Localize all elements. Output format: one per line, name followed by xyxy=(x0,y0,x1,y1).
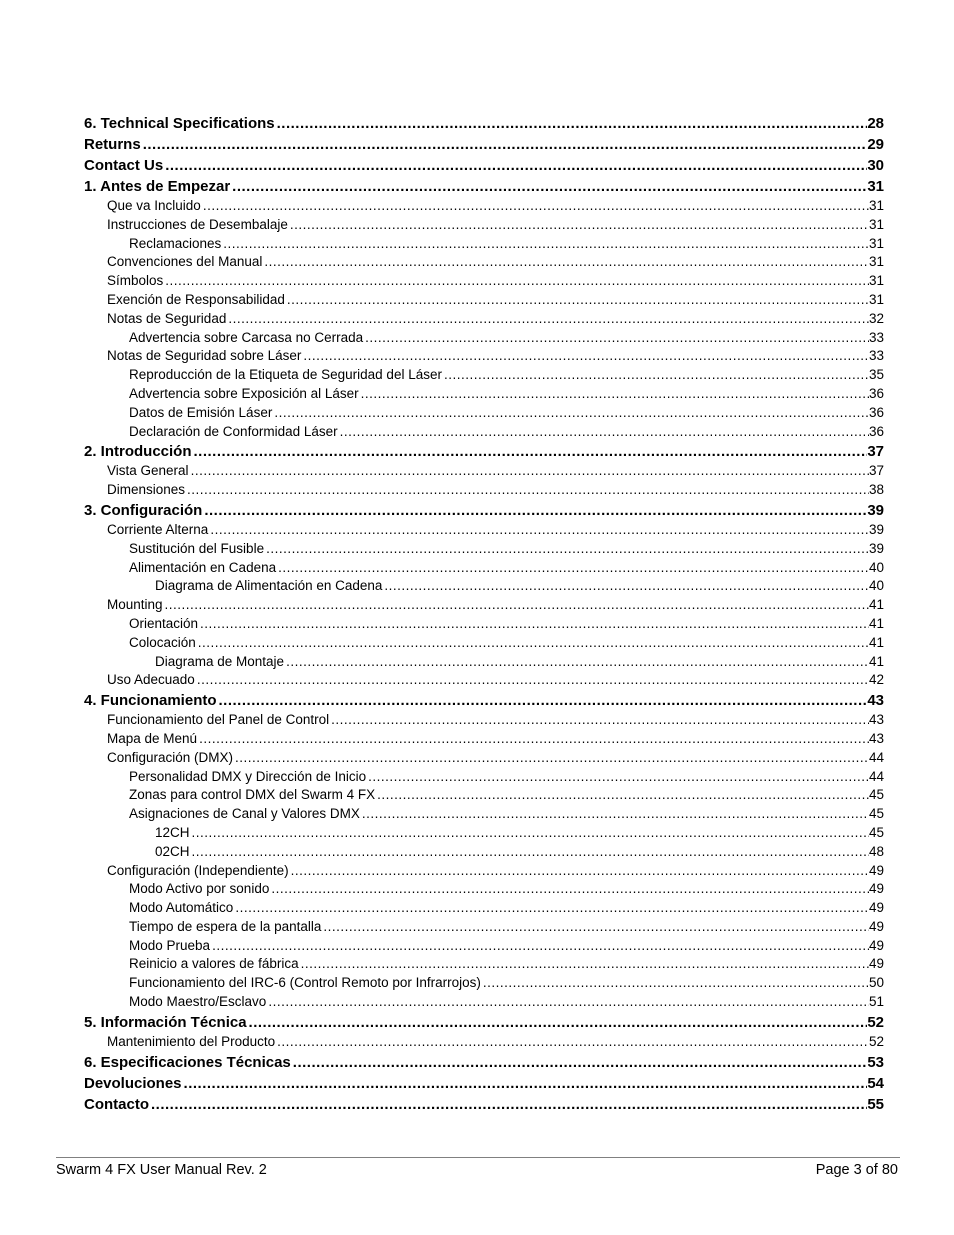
toc-leader-dots xyxy=(276,559,869,578)
toc-entry-page: 33 xyxy=(868,348,884,364)
toc-entry-page: 48 xyxy=(868,843,884,859)
toc-leader-dots xyxy=(195,671,869,690)
toc-entry-page: 40 xyxy=(868,559,884,575)
toc-entry-label: Asignaciones de Canal y Valores DMX xyxy=(129,806,360,822)
toc-leader-dots xyxy=(264,540,869,559)
toc-entry-page: 41 xyxy=(868,597,884,613)
toc-entry-page: 39 xyxy=(867,501,884,519)
toc-leader-dots xyxy=(217,690,868,711)
toc-entry[interactable] xyxy=(84,653,884,672)
toc-entry-label: 2. Introducción xyxy=(84,443,192,461)
toc-entry-page: 28 xyxy=(867,115,884,132)
toc-leader-dots xyxy=(329,711,869,730)
toc-leader-dots xyxy=(163,155,867,176)
toc-leader-dots xyxy=(221,235,869,254)
toc-entry[interactable] xyxy=(84,711,884,730)
toc-entry[interactable] xyxy=(84,1094,884,1115)
toc-leader-dots xyxy=(481,974,869,993)
toc-leader-dots xyxy=(247,1012,868,1033)
toc-leader-dots xyxy=(359,385,869,404)
toc-entry-label: Notas de Seguridad xyxy=(107,310,227,326)
toc-entry-label: Notas de Seguridad sobre Láser xyxy=(107,348,302,364)
toc-entry-page: 49 xyxy=(868,937,884,953)
footer-divider xyxy=(56,1157,900,1158)
toc-entry-page: 45 xyxy=(868,787,884,803)
toc-entry-page: 39 xyxy=(868,521,884,537)
toc-entry[interactable] xyxy=(84,235,884,254)
toc-leader-dots xyxy=(190,824,869,843)
toc-entry[interactable] xyxy=(84,481,884,500)
toc-entry[interactable] xyxy=(84,540,884,559)
toc-entry-label: Declaración de Conformidad Láser xyxy=(129,423,338,439)
toc-entry[interactable] xyxy=(84,500,884,521)
toc-leader-dots xyxy=(233,899,869,918)
toc-entry[interactable] xyxy=(84,993,884,1012)
toc-entry[interactable] xyxy=(84,899,884,918)
toc-entry-label: Contacto xyxy=(84,1095,149,1113)
toc-entry-page: 45 xyxy=(868,806,884,822)
toc-leader-dots xyxy=(208,521,869,540)
toc-entry-label: Corriente Alterna xyxy=(107,521,209,537)
toc-entry[interactable] xyxy=(84,155,884,176)
toc-leader-dots xyxy=(198,615,869,634)
table-of-contents xyxy=(84,113,884,1115)
toc-entry-page: 41 xyxy=(868,634,884,650)
toc-entry-label: Dimensiones xyxy=(107,482,186,498)
toc-entry-label: Advertencia sobre Carcasa no Cerrada xyxy=(129,329,364,345)
toc-leader-dots xyxy=(185,481,869,500)
toc-entry[interactable] xyxy=(84,559,884,578)
toc-entry-label: Alimentación en Cadena xyxy=(129,559,277,575)
toc-entry-page: 44 xyxy=(868,768,884,784)
toc-entry-label: Modo Prueba xyxy=(129,937,211,953)
toc-entry-page: 31 xyxy=(868,235,884,251)
toc-entry-label: Devoluciones xyxy=(84,1074,182,1092)
toc-entry-page: 43 xyxy=(868,712,884,728)
toc-entry-label: 5. Información Técnica xyxy=(84,1013,247,1031)
toc-entry[interactable] xyxy=(84,197,884,216)
toc-entry-label: Modo Automático xyxy=(129,900,234,916)
toc-entry[interactable] xyxy=(84,955,884,974)
toc-entry[interactable] xyxy=(84,862,884,881)
toc-entry[interactable] xyxy=(84,615,884,634)
toc-entry-label: 6. Technical Specifications xyxy=(84,115,275,132)
toc-entry[interactable] xyxy=(84,596,884,615)
toc-entry-page: 40 xyxy=(868,578,884,594)
toc-entry-label: Instrucciones de Desembalaje xyxy=(107,216,288,232)
toc-entry[interactable] xyxy=(84,786,884,805)
toc-entry-page: 49 xyxy=(868,900,884,916)
toc-entry-label: Advertencia sobre Exposición al Láser xyxy=(129,385,359,401)
toc-leader-dots xyxy=(363,329,869,348)
toc-entry[interactable] xyxy=(84,441,884,462)
toc-entry-page: 36 xyxy=(868,404,884,420)
toc-entry-page: 49 xyxy=(868,918,884,934)
toc-entry-page: 38 xyxy=(868,482,884,498)
toc-entry-page: 31 xyxy=(868,216,884,232)
toc-entry-label: Vista General xyxy=(107,463,189,479)
toc-entry[interactable] xyxy=(84,577,884,596)
toc-leader-dots xyxy=(163,272,869,291)
toc-entry-label: Returns xyxy=(84,136,141,153)
toc-entry-label: Reclamaciones xyxy=(129,235,222,251)
toc-entry-page: 37 xyxy=(867,443,884,461)
toc-entry-page: 41 xyxy=(868,615,884,631)
toc-entry[interactable] xyxy=(84,1012,884,1033)
toc-entry[interactable] xyxy=(84,918,884,937)
toc-entry-page: 31 xyxy=(868,198,884,213)
toc-entry[interactable] xyxy=(84,843,884,862)
toc-entry-page: 39 xyxy=(868,540,884,556)
toc-leader-dots xyxy=(190,843,869,862)
toc-leader-dots xyxy=(284,653,869,672)
toc-leader-dots xyxy=(442,366,869,385)
toc-entry[interactable] xyxy=(84,749,884,768)
toc-entry-page: 29 xyxy=(867,136,884,153)
toc-entry-page: 50 xyxy=(868,975,884,991)
toc-leader-dots xyxy=(233,749,869,768)
toc-entry-page: 42 xyxy=(868,672,884,688)
toc-entry-label: 4. Funcionamiento xyxy=(84,692,217,710)
toc-entry-page: 45 xyxy=(868,824,884,840)
toc-entry-label: Sustitución del Fusible xyxy=(129,540,265,556)
toc-entry[interactable] xyxy=(84,347,884,366)
toc-entry-label: Tiempo de espera de la pantalla xyxy=(129,918,322,934)
toc-leader-dots xyxy=(360,805,869,824)
toc-entry-label: Configuración (Independiente) xyxy=(107,862,289,878)
toc-entry[interactable] xyxy=(84,423,884,442)
toc-entry[interactable] xyxy=(84,1073,884,1094)
toc-entry-label: Exención de Responsabilidad xyxy=(107,291,285,307)
toc-entry-page: 31 xyxy=(868,254,884,270)
footer-page-number: Page 3 of 80 xyxy=(815,1162,898,1178)
toc-entry[interactable] xyxy=(84,253,884,272)
toc-entry-label: Configuración (DMX) xyxy=(107,749,234,765)
toc-entry-page: 37 xyxy=(868,463,884,479)
toc-entry-page: 55 xyxy=(867,1095,884,1113)
toc-entry-page: 41 xyxy=(868,653,884,669)
toc-entry[interactable] xyxy=(84,730,884,749)
toc-entry-label: Mantenimiento del Producto xyxy=(107,1033,276,1049)
toc-entry-page: 30 xyxy=(867,157,884,174)
toc-entry-label: 02CH xyxy=(155,843,190,859)
toc-entry-page: 53 xyxy=(867,1053,884,1071)
toc-entry-label: Uso Adecuado xyxy=(107,672,195,688)
toc-entry[interactable] xyxy=(84,937,884,956)
toc-leader-dots xyxy=(275,113,868,134)
toc-leader-dots xyxy=(321,918,869,937)
toc-leader-dots xyxy=(262,253,869,272)
footer-document-title: Swarm 4 FX User Manual Rev. 2 xyxy=(56,1162,267,1178)
toc-entry[interactable] xyxy=(84,634,884,653)
toc-leader-dots xyxy=(210,937,869,956)
toc-entry-page: 36 xyxy=(868,385,884,401)
toc-leader-dots xyxy=(366,768,869,787)
toc-leader-dots xyxy=(269,880,869,899)
toc-entry-page: 49 xyxy=(868,956,884,972)
toc-entry-page: 51 xyxy=(868,994,884,1010)
toc-leader-dots xyxy=(189,462,869,481)
toc-entry[interactable] xyxy=(84,216,884,235)
toc-entry[interactable] xyxy=(84,385,884,404)
toc-leader-dots xyxy=(289,862,869,881)
toc-entry-page: 43 xyxy=(867,692,884,710)
toc-leader-dots xyxy=(182,1073,868,1094)
toc-leader-dots xyxy=(230,176,867,197)
toc-entry-label: Mounting xyxy=(107,597,163,613)
toc-entry[interactable] xyxy=(84,880,884,899)
toc-leader-dots xyxy=(299,955,869,974)
toc-entry-page: 32 xyxy=(868,310,884,326)
toc-leader-dots xyxy=(301,347,869,366)
toc-entry-label: Diagrama de Alimentación en Cadena xyxy=(155,578,383,594)
toc-entry-page: 52 xyxy=(867,1013,884,1031)
toc-entry[interactable] xyxy=(84,805,884,824)
toc-entry-page: 49 xyxy=(868,881,884,897)
toc-entry-label: Convenciones del Manual xyxy=(107,254,263,270)
toc-entry-label: Reinicio a valores de fábrica xyxy=(129,956,299,972)
toc-entry-label: Funcionamiento del IRC-6 (Control Remoto por Infrarrojos) xyxy=(129,975,481,991)
toc-leader-dots xyxy=(226,310,869,329)
toc-entry-label: Funcionamiento del Panel de Control xyxy=(107,712,330,728)
toc-entry-page: 31 xyxy=(868,291,884,307)
toc-leader-dots xyxy=(288,216,869,235)
toc-entry[interactable] xyxy=(84,1052,884,1073)
toc-entry-label: 12CH xyxy=(155,824,190,840)
toc-entry[interactable] xyxy=(84,768,884,787)
toc-entry-page: 31 xyxy=(867,178,884,195)
toc-leader-dots xyxy=(196,634,869,653)
toc-entry-page: 31 xyxy=(868,273,884,289)
toc-entry-label: 1. Antes de Empezar xyxy=(84,178,231,195)
toc-entry-label: Mapa de Menú xyxy=(107,730,198,746)
toc-leader-dots xyxy=(163,596,869,615)
toc-entry[interactable] xyxy=(84,310,884,329)
toc-leader-dots xyxy=(197,730,869,749)
toc-entry-label: Diagrama de Montaje xyxy=(155,653,285,669)
toc-leader-dots xyxy=(382,577,869,596)
toc-entry[interactable] xyxy=(84,134,884,155)
toc-entry[interactable] xyxy=(84,462,884,481)
toc-entry-label: Colocación xyxy=(129,634,196,650)
toc-entry[interactable] xyxy=(84,521,884,540)
toc-entry-label: Que va Incluido xyxy=(107,198,201,213)
toc-entry-label: 3. Configuración xyxy=(84,501,203,519)
toc-entry-page: 43 xyxy=(868,730,884,746)
toc-entry[interactable] xyxy=(84,404,884,423)
toc-entry[interactable] xyxy=(84,113,884,134)
toc-leader-dots xyxy=(202,500,867,521)
toc-entry-label: Personalidad DMX y Dirección de Inicio xyxy=(129,768,367,784)
toc-entry-label: Símbolos xyxy=(107,273,164,289)
toc-entry-page: 52 xyxy=(868,1033,884,1049)
toc-leader-dots xyxy=(291,1052,868,1073)
toc-entry[interactable] xyxy=(84,690,884,711)
toc-leader-dots xyxy=(266,993,869,1012)
toc-leader-dots xyxy=(192,441,868,462)
toc-leader-dots xyxy=(141,134,868,155)
toc-entry[interactable] xyxy=(84,974,884,993)
toc-leader-dots xyxy=(272,404,869,423)
toc-leader-dots xyxy=(201,197,869,216)
toc-entry-label: Orientación xyxy=(129,615,199,631)
toc-entry-label: Modo Maestro/Esclavo xyxy=(129,994,267,1010)
toc-entry[interactable] xyxy=(84,176,884,197)
toc-leader-dots xyxy=(375,786,869,805)
toc-entry-page: 35 xyxy=(868,367,884,383)
toc-entry[interactable] xyxy=(84,671,884,690)
toc-entry[interactable] xyxy=(84,366,884,385)
toc-entry-page: 36 xyxy=(868,423,884,439)
toc-entry-label: Reproducción de la Etiqueta de Seguridad del Láser xyxy=(129,367,442,383)
toc-entry-page: 49 xyxy=(868,862,884,878)
toc-leader-dots xyxy=(149,1094,867,1115)
toc-leader-dots xyxy=(285,291,869,310)
toc-entry-label: Zonas para control DMX del Swarm 4 FX xyxy=(129,787,376,803)
toc-entry[interactable] xyxy=(84,272,884,291)
toc-entry-label: Datos de Emisión Láser xyxy=(129,404,273,420)
toc-entry-page: 54 xyxy=(867,1074,884,1092)
toc-entry[interactable] xyxy=(84,1033,884,1052)
toc-entry-label: Modo Activo por sonido xyxy=(129,881,270,897)
toc-entry-page: 44 xyxy=(868,749,884,765)
toc-entry[interactable] xyxy=(84,824,884,843)
toc-leader-dots xyxy=(275,1033,869,1052)
toc-entry-label: 6. Especificaciones Técnicas xyxy=(84,1053,291,1071)
toc-entry-page: 33 xyxy=(868,329,884,345)
toc-leader-dots xyxy=(338,423,869,442)
toc-entry-label: Contact Us xyxy=(84,157,164,174)
toc-entry[interactable] xyxy=(84,291,884,310)
toc-entry[interactable] xyxy=(84,329,884,348)
